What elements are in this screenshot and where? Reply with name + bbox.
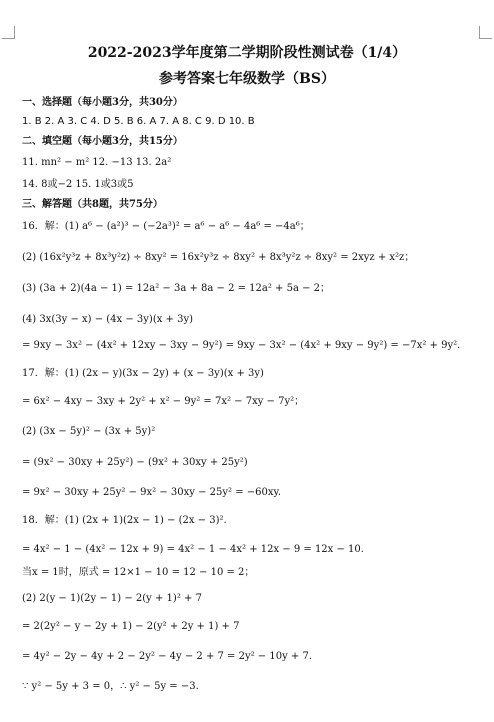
q17-part-1-line-1: 17．解：(1) (2x − y)(3x − 2y) + (x − 3y)(x + 3y): [22, 368, 264, 379]
q16-part-3: (3) (3a + 2)(4a − 1) = 12a² − 3a + 8a − 2 = 12a² + 5a − 2；: [22, 283, 331, 294]
q18-part-1-line-1: 18．解：(1) (2x + 1)(2x − 1) − (2x − 3)².: [22, 515, 227, 526]
page-title: 2022-2023学年度第二学期阶段性测试卷（1/4）: [87, 45, 407, 61]
q16-part-2: (2) (16x²y³z + 8x³y²z) ÷ 8xy² = 16x²y³z ÷ 8xy² + 8x³y²z ÷ 8xy² = 2xyz + x²z；: [22, 252, 415, 263]
section-1-answers: 1. B 2. A 3. C 4. D 5. B 6. A 7. A 8. C 9. D 10. B: [22, 116, 255, 127]
crop-mark-top-right: [479, 26, 492, 39]
section-2-row-2: 14. 8或−2 15. 1或3或5: [22, 179, 134, 190]
q16-part-4-line-2: = 9xy − 3x² − (4x² + 12xy − 3xy − 9y²) = 9xy − 3x² − (4x² + 9xy − 9y²) = −7x² + 9y².: [22, 340, 461, 351]
q17-part-2-line-1: (2) (3x − 5y)² − (3x + 5y)²: [22, 426, 156, 437]
section-2-row-1: 11. mn² − m² 12. −13 13. 2a²: [22, 157, 172, 168]
section-1-heading: 一、选择题（每小题3分，共30分）: [22, 97, 183, 108]
q17-part-1-line-2: = 6x² − 4xy − 3xy + 2y² + x² − 9y² = 7x² − 7xy − 7y²；: [22, 396, 305, 407]
q18-part-2-line-4: ∵ y² − 5y + 3 = 0，∴ y² − 5y = −3.: [22, 681, 199, 692]
q17-part-2-line-3: = 9x² − 30xy + 25y² − 9x² − 30xy − 25y² = −60xy.: [22, 487, 282, 498]
q18-part-1-line-3: 当x = 1时，原式 = 12×1 − 10 = 12 − 10 = 2；: [22, 567, 255, 578]
section-3-heading: 三、解答题（共8题，共75分）: [22, 199, 163, 210]
q16-part-1: 16．解：(1) a⁶ − (a²)³ − (−2a³)² = a⁶ − a⁶ − 4a⁶ = −4a⁶；: [22, 221, 310, 232]
q17-part-2-line-2: = (9x² − 30xy + 25y²) − (9x² + 30xy + 25y²): [22, 457, 248, 468]
q18-part-2-line-2: = 2(2y² − y − 2y + 1) − 2(y² + 2y + 1) + 7: [22, 621, 240, 632]
page-subtitle: 参考答案七年级数学（BS）: [159, 71, 335, 87]
crop-mark-top-left: [2, 26, 15, 39]
q18-part-2-line-1: (2) 2(y − 1)(2y − 1) − 2(y + 1)² + 7: [22, 593, 202, 604]
section-2-heading: 二、填空题（每小题3分，共15分）: [22, 136, 183, 147]
q18-part-2-line-3: = 4y² − 2y − 4y + 2 − 2y² − 4y − 2 + 7 = 2y² − 10y + 7.: [22, 651, 313, 662]
q16-part-4-line-1: (4) 3x(3y − x) − (4x − 3y)(x + 3y): [22, 314, 194, 325]
q18-part-1-line-2: = 4x² − 1 − (4x² − 12x + 9) = 4x² − 1 − 4x² + 12x − 9 = 12x − 10.: [22, 544, 364, 555]
